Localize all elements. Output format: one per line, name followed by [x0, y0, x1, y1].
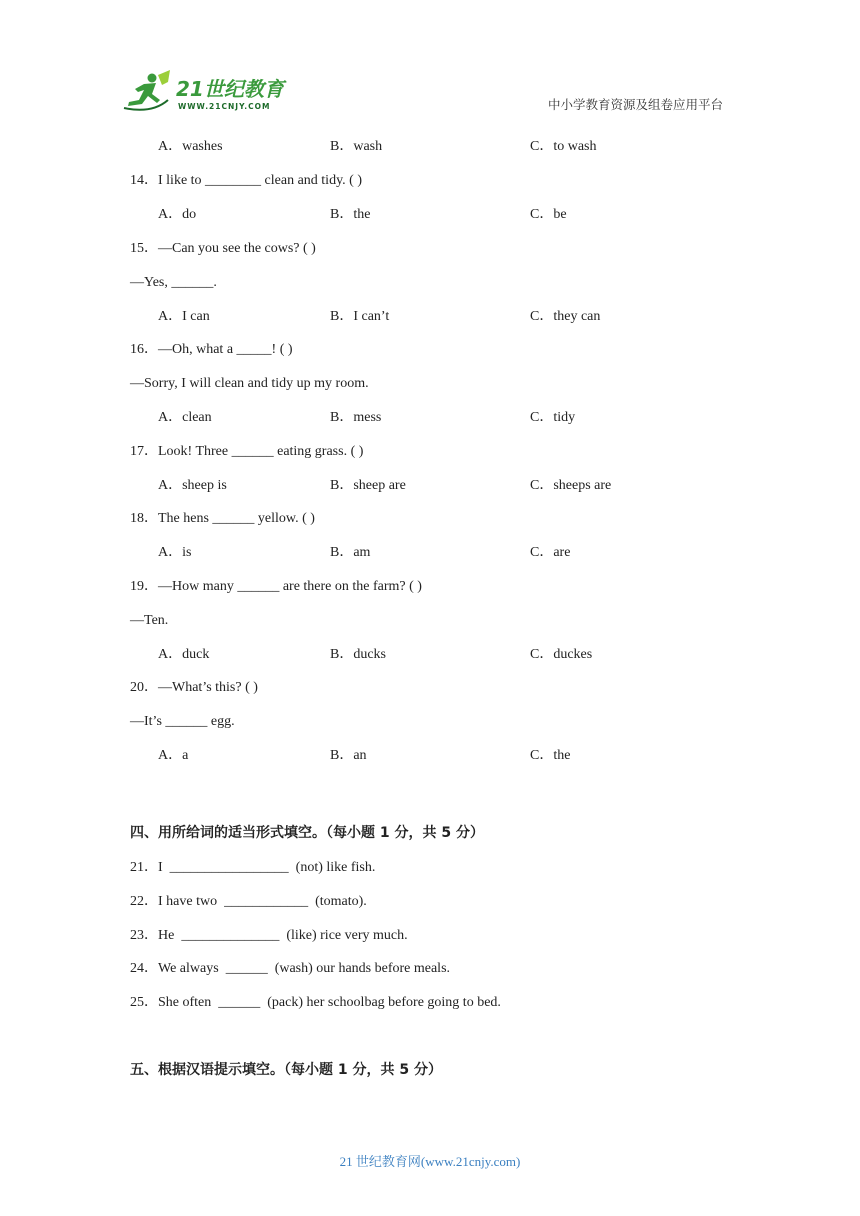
site-logo: [122, 70, 292, 116]
question-16: [130, 341, 293, 359]
option-c: C．to wash: [530, 139, 597, 154]
fill-item-22: [130, 893, 367, 911]
question-text: I like to ________ clean and tidy. ( ): [158, 173, 362, 188]
item-after: (pack) her schoolbag before going to bed.: [267, 995, 501, 1010]
item-number: 25．: [130, 995, 158, 1010]
option-a: A．washes: [158, 139, 223, 154]
answer-blank[interactable]: ______: [225, 961, 268, 976]
question-text: —Oh, what a _____! ( ): [158, 342, 293, 357]
question-text: The hens ______ yellow. ( ): [158, 511, 315, 526]
option-a: A．do: [158, 207, 197, 222]
option-c: C．duckes: [530, 647, 593, 662]
question-number: 18．: [130, 511, 158, 526]
answer-blank[interactable]: ____________: [224, 894, 309, 909]
fill-item-23: [130, 927, 408, 945]
option-b: B．ducks: [330, 647, 386, 662]
option-c: C．the: [530, 748, 571, 763]
option-b: B．wash: [330, 139, 383, 154]
item-number: 24．: [130, 961, 158, 976]
question-text: —Can you see the cows? ( ): [158, 241, 316, 256]
question-response: —Ten.: [130, 613, 169, 628]
item-before: We always: [158, 961, 219, 976]
option-a: A．a: [158, 748, 189, 763]
runner-icon: [124, 70, 170, 110]
option-b: B．I can’t: [330, 309, 390, 324]
section-4-title: 四、用所给词的适当形式填空。（每小题 1 分，共 5 分）: [130, 825, 484, 841]
option-c: C．are: [530, 545, 571, 560]
logo-url: WWW.21CNJY.COM: [178, 102, 271, 111]
option-b: B．an: [330, 748, 367, 763]
option-c: C．tidy: [530, 410, 576, 425]
option-a: A．duck: [158, 647, 210, 662]
item-before: He: [158, 928, 175, 943]
option-b: B．mess: [330, 410, 382, 425]
question-18: [130, 510, 315, 528]
logo-title: 21世纪教育: [176, 77, 284, 101]
question-response: —It’s ______ egg.: [130, 714, 235, 729]
footer-link[interactable]: 21 世纪教育网(www.21cnjy.com): [339, 1154, 521, 1169]
item-number: 23．: [130, 928, 158, 943]
question-20: [130, 679, 258, 697]
question-14: [130, 172, 362, 190]
option-a: A．I can: [158, 309, 210, 324]
question-number: 14．: [130, 173, 158, 188]
question-15: [130, 240, 316, 258]
item-number: 21．: [130, 860, 158, 875]
option-c: C．they can: [530, 309, 601, 324]
answer-blank[interactable]: _________________: [169, 860, 289, 875]
option-b: B．am: [330, 545, 371, 560]
item-after: (not) like fish.: [295, 860, 376, 875]
fill-item-25: [130, 994, 501, 1012]
item-after: (wash) our hands before meals.: [274, 961, 451, 976]
answer-blank[interactable]: ______: [218, 995, 261, 1010]
option-c: C．sheeps are: [530, 478, 612, 493]
question-response: —Sorry, I will clean and tidy up my room.: [130, 376, 369, 391]
option-b: B．sheep are: [330, 478, 406, 493]
option-a: A．sheep is: [158, 478, 227, 493]
question-response: —Yes, ______.: [130, 275, 217, 290]
question-19: [130, 578, 422, 596]
fill-item-24: [130, 960, 450, 978]
question-text: Look! Three ______ eating grass. ( ): [158, 444, 364, 459]
item-before: She often: [158, 995, 212, 1010]
item-after: (like) rice very much.: [286, 928, 408, 943]
item-number: 22．: [130, 894, 158, 909]
question-number: 17．: [130, 444, 158, 459]
fill-item-21: [130, 859, 375, 877]
item-before: I: [158, 860, 163, 875]
question-number: 16．: [130, 342, 158, 357]
option-a: A．clean: [158, 410, 212, 425]
item-after: (tomato).: [315, 894, 367, 909]
question-17: [130, 443, 363, 461]
header-platform-text: 中小学教育资源及组卷应用平台: [548, 97, 724, 112]
question-text: —How many ______ are there on the farm? ( ): [158, 579, 422, 594]
section-5-title: 五、根据汉语提示填空。（每小题 1 分，共 5 分）: [130, 1062, 442, 1078]
question-text: —What’s this? ( ): [158, 680, 258, 695]
option-b: B．the: [330, 207, 371, 222]
item-before: I have two: [158, 894, 218, 909]
answer-blank[interactable]: ______________: [181, 928, 280, 943]
question-number: 15．: [130, 241, 158, 256]
question-number: 20．: [130, 680, 158, 695]
option-a: A．is: [158, 545, 192, 560]
option-c: C．be: [530, 207, 567, 222]
question-number: 19．: [130, 579, 158, 594]
